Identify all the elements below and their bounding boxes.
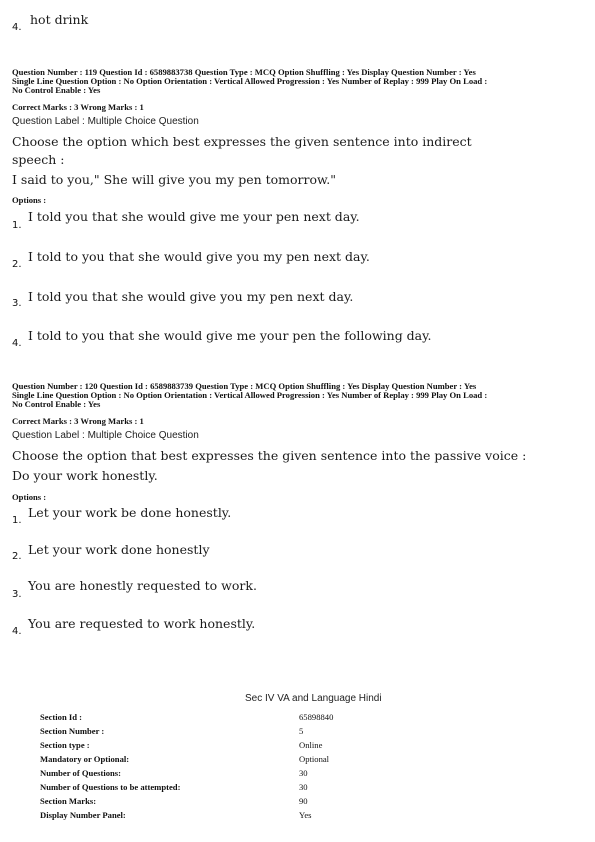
q119-text-line-1: Choose the option which best expresses the given sentence into indirect bbox=[12, 134, 472, 149]
q119-meta-line-2: Single Line Question Option : No Option Orientation : Vertical Allowed Progression : Yes Number of Replay : 999 Play On Load : bbox=[12, 76, 488, 86]
section-row-key: Mandatory or Optional: bbox=[40, 754, 130, 764]
q120-option-2-number: 2. bbox=[12, 551, 22, 562]
section-row bbox=[40, 810, 595, 824]
section-row bbox=[40, 754, 595, 768]
q119-option-4-text[interactable]: I told to you that she would give me your pen the following day. bbox=[28, 328, 432, 343]
section-row bbox=[40, 726, 595, 740]
section-row-value: Online bbox=[299, 740, 323, 750]
q119-option-2-number: 2. bbox=[12, 259, 22, 270]
q119-text-line-2: speech : bbox=[12, 152, 65, 167]
section-row-key: Section Marks: bbox=[40, 796, 97, 806]
section-row-key: Number of Questions: bbox=[40, 768, 122, 778]
section-title: Sec IV VA and Language Hindi bbox=[245, 693, 382, 704]
section-row bbox=[40, 796, 595, 810]
q119-option-1-number: 1. bbox=[12, 220, 22, 231]
section-row-key: Section type : bbox=[40, 740, 90, 750]
q120-option-3-number: 3. bbox=[12, 589, 22, 600]
q120-meta-line-3: No Control Enable : Yes bbox=[12, 399, 101, 409]
q120-question-label: Question Label : Multiple Choice Question bbox=[12, 430, 199, 441]
section-row-value: Optional bbox=[299, 754, 330, 764]
prev-option-text: hot drink bbox=[30, 12, 89, 27]
section-info-table bbox=[40, 712, 560, 832]
section-row-value: 90 bbox=[299, 796, 308, 806]
section-row bbox=[40, 740, 595, 754]
section-row bbox=[40, 782, 595, 796]
q119-option-1-text[interactable]: I told you that she would give me your pen next day. bbox=[28, 209, 360, 224]
q119-option-2-text[interactable]: I told to you that she would give you my pen next day. bbox=[28, 249, 370, 264]
q119-marks: Correct Marks : 3 Wrong Marks : 1 bbox=[12, 102, 144, 112]
q120-option-1-number: 1. bbox=[12, 515, 22, 526]
section-row-value: 65898840 bbox=[299, 712, 334, 722]
q119-option-3-text[interactable]: I told you that she would give you my pen next day. bbox=[28, 289, 354, 304]
prev-option-number: 4. bbox=[12, 22, 22, 33]
section-row-key: Section Number : bbox=[40, 726, 105, 736]
q119-options-heading: Options : bbox=[12, 195, 47, 205]
q120-option-1-text[interactable]: Let your work be done honestly. bbox=[28, 505, 232, 520]
q119-meta-line-3: No Control Enable : Yes bbox=[12, 85, 101, 95]
q120-option-3-text[interactable]: You are honestly requested to work. bbox=[28, 578, 257, 593]
q119-option-3-number: 3. bbox=[12, 298, 22, 309]
section-row-value: 30 bbox=[299, 782, 308, 792]
q120-meta-line-2: Single Line Question Option : No Option Orientation : Vertical Allowed Progression : Yes Number of Replay : 999 Play On Load : bbox=[12, 390, 488, 400]
section-row-value: 5 bbox=[299, 726, 304, 736]
q119-meta-line-1: Question Number : 119 Question Id : 6589883738 Question Type : MCQ Option Shuffling : Yes Display Question Number : Yes bbox=[12, 67, 476, 77]
q120-option-4-number: 4. bbox=[12, 626, 22, 637]
q119-question-label: Question Label : Multiple Choice Question bbox=[12, 116, 199, 127]
q120-meta-line-1: Question Number : 120 Question Id : 6589883739 Question Type : MCQ Option Shuffling : Yes Display Question Number : Yes bbox=[12, 381, 477, 391]
section-row-value: Yes bbox=[299, 810, 312, 820]
q120-marks: Correct Marks : 3 Wrong Marks : 1 bbox=[12, 416, 144, 426]
section-row-key: Section Id : bbox=[40, 712, 83, 722]
q120-text-line-1: Choose the option that best expresses the given sentence into the passive voice : bbox=[12, 448, 527, 463]
q120-text-line-2: Do your work honestly. bbox=[12, 468, 158, 483]
q120-option-4-text[interactable]: You are requested to work honestly. bbox=[28, 616, 256, 631]
section-row bbox=[40, 712, 595, 726]
section-row bbox=[40, 768, 595, 782]
section-row-key: Number of Questions to be attempted: bbox=[40, 782, 181, 792]
section-row-value: 30 bbox=[299, 768, 308, 778]
q120-option-2-text[interactable]: Let your work done honestly bbox=[28, 542, 210, 557]
q119-text-line-3: I said to you," She will give you my pen tomorrow." bbox=[12, 172, 336, 187]
section-row-key: Display Number Panel: bbox=[40, 810, 126, 820]
q119-option-4-number: 4. bbox=[12, 338, 22, 349]
q120-options-heading: Options : bbox=[12, 492, 47, 502]
